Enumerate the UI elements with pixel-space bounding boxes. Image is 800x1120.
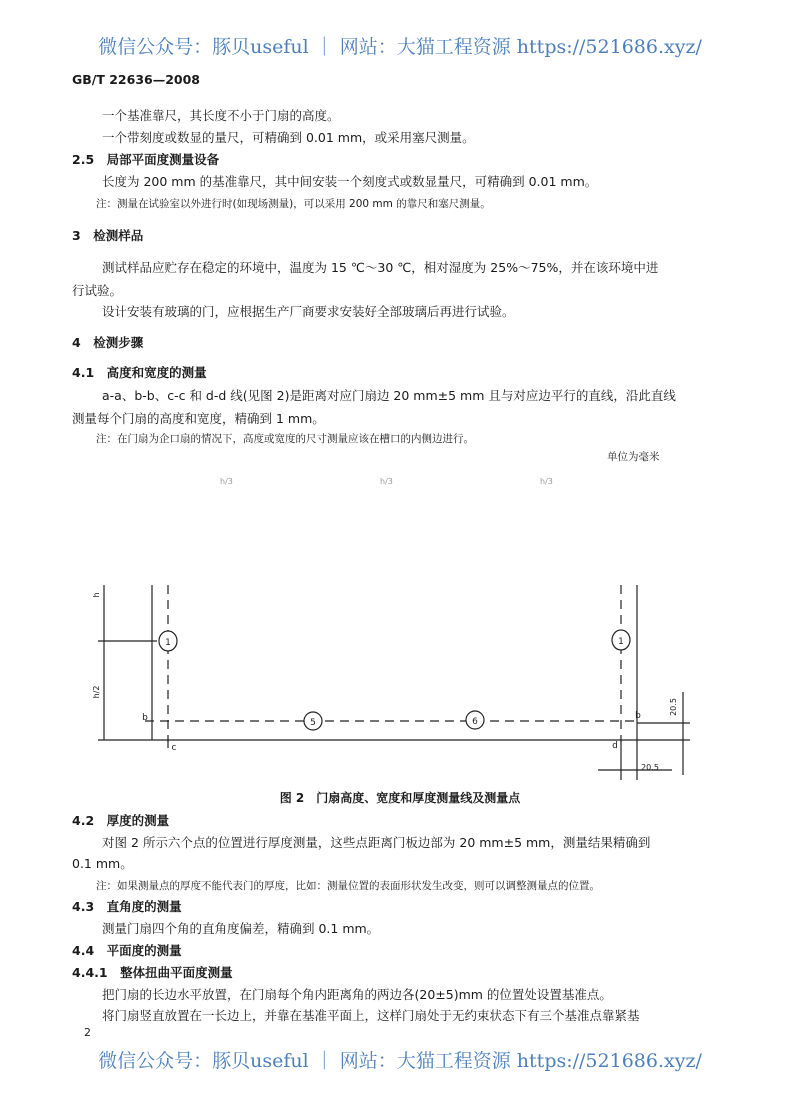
paragraph: 一个带刻度或数显的量尺，可精确到 0.01 mm，或采用塞尺测量。 — [102, 130, 475, 145]
measure-point-1-right: 1 — [618, 637, 624, 647]
dimension-h-half: h/2 — [92, 685, 101, 699]
section-heading: 4.4.1 整体扭曲平面度测量 — [72, 965, 233, 980]
section-heading: 4 检测步骤 — [72, 335, 144, 350]
section-heading: 4.4 平面度的测量 — [72, 943, 182, 958]
section-heading: 4.3 直角度的测量 — [72, 899, 182, 914]
section-heading: 4.2 厚度的测量 — [72, 813, 170, 828]
section-heading: 3 检测样品 — [72, 228, 144, 243]
paragraph: 对图 2 所示六个点的位置进行厚度测量，这些点距离门板边部为 20 mm±5 mm，测量结果精确到 — [102, 835, 651, 850]
top-label: h/3 — [380, 477, 393, 486]
unit-label: 单位为毫米 — [607, 451, 660, 463]
dimension-vertical: 20.5 — [669, 698, 678, 716]
paragraph: 长度为 200 mm 的基准靠尺，其中间安装一个刻度式或数显量尺，可精确到 0.01 mm。 — [102, 174, 598, 189]
measure-point-5: 5 — [310, 718, 316, 728]
line-label-c: c — [171, 743, 177, 753]
dimension-h: h — [92, 592, 101, 598]
section-heading: 2.5 局部平面度测量设备 — [72, 152, 220, 167]
figure-2-diagram — [0, 470, 800, 790]
paragraph: 行试验。 — [72, 283, 123, 298]
note: 注：测量在试验室以外进行时(如现场测量)，可以采用 200 mm 的靠尺和塞尺测量。 — [96, 198, 491, 210]
paragraph: 测试样品应贮存在稳定的环境中，温度为 15 ℃～30 ℃，相对湿度为 25%～75%，并在该环境中进 — [102, 260, 659, 275]
top-label: h/3 — [540, 477, 553, 486]
note: 注：在门扇为企口扇的情况下，高度或宽度的尺寸测量应该在槽口的内侧边进行。 — [96, 433, 474, 445]
standard-number: GB/T 22636—2008 — [72, 72, 201, 87]
line-label-b-left: b — [142, 713, 148, 723]
paragraph: 把门扇的长边水平放置，在门扇每个角内距离角的两边各(20±5)mm 的位置处设置基准点。 — [102, 987, 612, 1002]
measure-point-1-left: 1 — [165, 638, 171, 648]
paragraph: 测量每个门扇的高度和宽度，精确到 1 mm。 — [72, 411, 325, 426]
measure-point-6: 6 — [472, 717, 478, 727]
note: 注：如果测量点的厚度不能代表门的厚度，比如：测量位置的表面形状发生改变，则可以调整测量点的位置。 — [96, 880, 600, 892]
paragraph: 0.1 mm。 — [72, 856, 133, 871]
dimension-horizontal: 20.5 — [641, 763, 659, 772]
line-label-b-right: b — [635, 711, 641, 721]
paragraph: a-a、b-b、c-c 和 d-d 线(见图 2)是距离对应门扇边 20 mm±5 mm 且与对应边平行的直线，沿此直线 — [102, 388, 676, 403]
watermark-bottom: 微信公众号：豚贝useful ｜ 网站：大猫工程资源 https://521686.xyz/ — [98, 1050, 702, 1072]
paragraph: 一个基准靠尺，其长度不小于门扇的高度。 — [102, 108, 340, 123]
paragraph: 测量门扇四个角的直角度偏差，精确到 0.1 mm。 — [102, 921, 380, 936]
figure-caption: 图 2 门扇高度、宽度和厚度测量线及测量点 — [279, 791, 521, 805]
paragraph: 将门扇竖直放置在一长边上，并靠在基准平面上，这样门扇处于无约束状态下有三个基准点靠紧基 — [102, 1008, 640, 1023]
section-heading: 4.1 高度和宽度的测量 — [72, 365, 207, 380]
line-label-d: d — [612, 741, 618, 751]
top-label: h/3 — [220, 477, 233, 486]
watermark-top: 微信公众号：豚贝useful ｜ 网站：大猫工程资源 https://521686.xyz/ — [98, 36, 702, 58]
paragraph: 设计安装有玻璃的门，应根据生产厂商要求安装好全部玻璃后再进行试验。 — [102, 304, 515, 319]
page-number: 2 — [84, 1026, 91, 1039]
